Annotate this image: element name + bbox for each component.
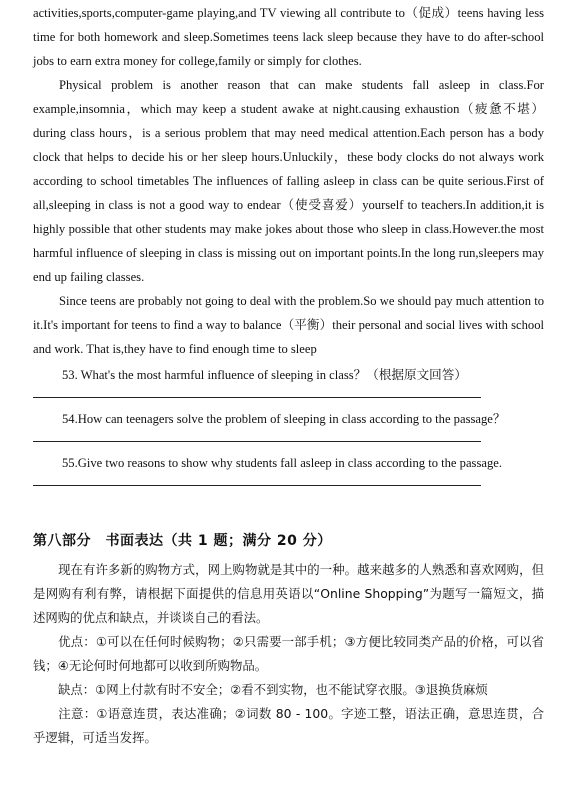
question-54: 54.How can teenagers solve the problem of sleeping in class according to the passage？ [62, 412, 506, 426]
writing-disadvantages [0, 678, 584, 702]
question-53: 53. What's the most harmful influence of sleeping in class？（根据原文回答） [62, 368, 467, 382]
section-8-title: 第八部分 书面表达（共 1 题；满分 20 分） [33, 533, 332, 549]
answer-line-53[interactable] [33, 397, 481, 398]
passage-paragraph-2-text: Physical problem is another reason that can make students fall asleep in class.For example,insomnia，which may keep a student awake at night.causing exhaustion（疲惫不堪）during class hours，is a serious problem that may need medical attention.Each person has a body clock that helps to decide his or her sleep hours.Unluckily，these body clocks do not always work according to school timetables The influences of falling asleep in class can be quite serious.First of all,sleeping in class is not a good way to endear（使受喜爱）yourself to teachers.In addition,it is highly possible that other students may make jokes about those who sleep in class.However.the most harmful influence of sleeping in class is missing out on important points.In the long run,sleepers may end up failing classes. [33, 78, 544, 284]
answer-line-54[interactable] [33, 441, 481, 442]
passage-paragraph-3-text: Since teens are probably not going to deal with the problem.So we should pay much attention to it.It's important for teens to find a way to balance（平衡）their personal and social lives with school and work. That is,they have to find enough time to sleep [33, 294, 544, 356]
writing-advantages-text: 优点：①可以在任何时候购物；②只需要一部手机；③方便比较同类产品的价格，可以省钱；④无论何时何地都可以收到所购物品。 [33, 634, 544, 673]
writing-advantages [0, 630, 584, 678]
passage-paragraph-3 [0, 289, 584, 361]
writing-disadvantages-text: 缺点：①网上付款有时不安全；②看不到实物，也不能试穿衣服。③退换货麻烦 [58, 682, 488, 697]
writing-prompt [0, 558, 584, 630]
writing-prompt-text: 现在有许多新的购物方式，网上购物就是其中的一种。越来越多的人熟悉和喜欢网购，但是网购有利有弊，请根据下面提供的信息用英语以“Online Shopping”为题写一篇短文，描述网购的优点和缺点，并谈谈自己的看法。 [33, 562, 544, 625]
answer-line-55[interactable] [33, 485, 481, 486]
passage-paragraph-1-continued: activities,sports,computer-game playing,and TV viewing all contribute to（促成）teens having less time for both homework and sleep.Sometimes teens lack sleep because they have to do after-school jobs to earn extra money for college,family or simply for clothes. [33, 6, 544, 68]
writing-notes-text: 注意：①语意连贯，表达准确；②词数 80 - 100。字迹工整，语法正确，意思连贯，合乎逻辑，可适当发挥。 [33, 706, 544, 745]
writing-notes [0, 702, 584, 750]
question-55: 55.Give two reasons to show why students fall asleep in class according to the passage. [62, 456, 502, 470]
passage-paragraph-2 [0, 73, 584, 289]
